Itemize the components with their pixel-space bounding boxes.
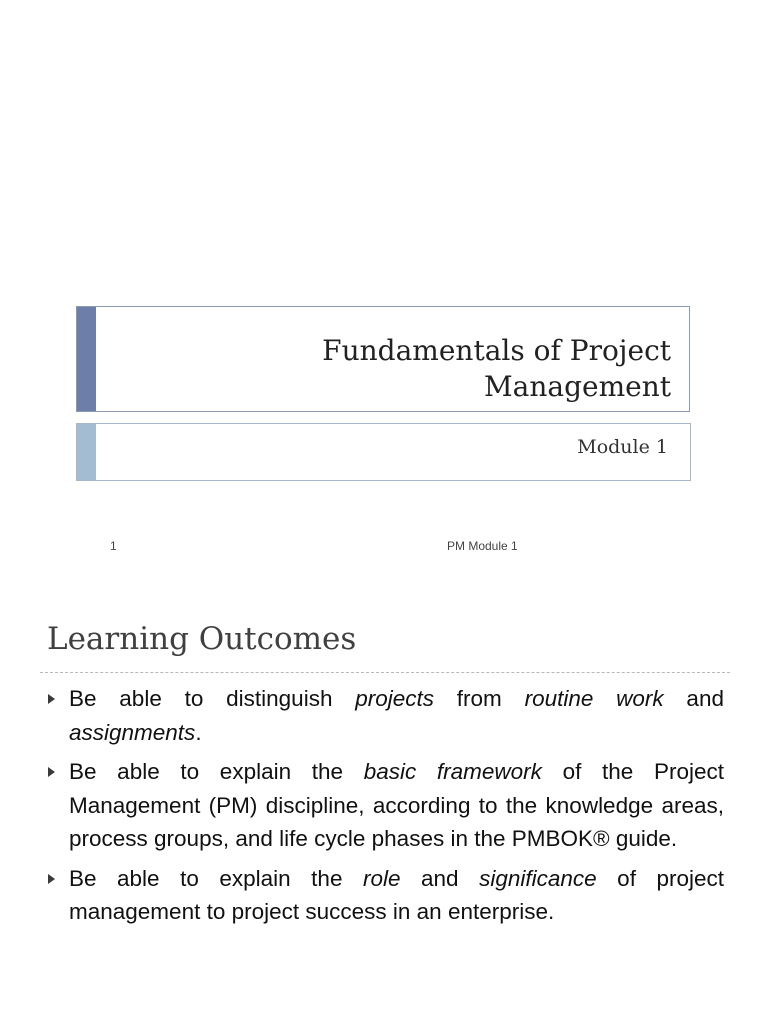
bullet-text: Be able to distinguish: [69, 686, 356, 711]
list-item: [44, 862, 724, 929]
list-item: [44, 755, 724, 856]
slide-title: [231, 333, 671, 405]
bullet-emphasis: significance: [479, 865, 597, 891]
section-title: Learning Outcomes: [47, 621, 357, 657]
bullet-text: Be able to explain the: [69, 865, 363, 891]
bullet-text: and: [663, 686, 724, 711]
outcomes-list: [44, 682, 724, 935]
bullet-emphasis: routine work: [524, 686, 664, 711]
title-divider: [40, 672, 730, 673]
slide-subtitle: Module 1: [577, 436, 668, 458]
slide-title-line-2: Management: [484, 370, 671, 403]
bullet-text: of project management to project success in an enterprise.: [69, 865, 724, 924]
slide-title-line-1: Fundamentals of Project: [322, 334, 671, 367]
triangle-bullet-icon: [48, 694, 55, 704]
slide-number: 1: [110, 539, 117, 553]
bullet-text: .: [195, 719, 202, 745]
bullet-text: of the Project Management (PM) discipline, according to the knowledge areas, process groups, and life cycle phases in the PMBOK® guide.: [69, 759, 724, 851]
bullet-emphasis: assignments: [69, 719, 196, 745]
subtitle-box: [76, 423, 691, 481]
triangle-bullet-icon: [48, 767, 55, 777]
triangle-bullet-icon: [48, 874, 55, 884]
bullet-text: and: [400, 865, 480, 891]
bullet-text: from: [434, 686, 525, 711]
title-accent-bar: [77, 307, 96, 411]
subtitle-accent-bar: [77, 424, 96, 480]
title-box: [76, 306, 690, 412]
slide-footer: PM Module 1: [447, 539, 518, 553]
bullet-emphasis: basic framework: [363, 759, 542, 784]
bullet-text: Be able to explain the: [69, 759, 364, 784]
bullet-emphasis: projects: [355, 686, 435, 711]
learning-outcomes-slide: [0, 590, 768, 1024]
bullet-emphasis: role: [362, 865, 401, 891]
list-item: [44, 682, 724, 749]
